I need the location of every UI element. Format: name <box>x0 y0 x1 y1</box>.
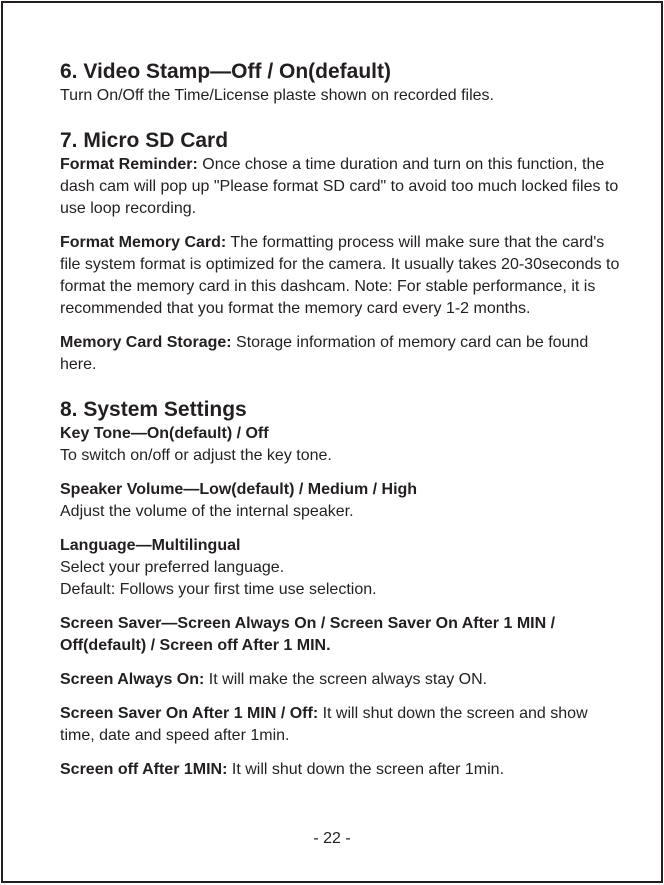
paragraph <box>60 332 620 376</box>
section-micro-sd-card <box>60 128 620 376</box>
paragraph-text: Storage information of memory card can be found here. <box>60 334 589 373</box>
setting-heading: Speaker Volume—Low(default) / Medium / High <box>60 481 418 498</box>
section-title: 6. Video Stamp—Off / On(default) <box>60 60 391 83</box>
section-system-settings <box>60 397 620 781</box>
setting-description: To switch on/off or adjust the key tone. <box>60 447 332 464</box>
manual-page <box>1 1 663 883</box>
section-title: 8. System Settings <box>60 398 247 421</box>
section-title: 7. Micro SD Card <box>60 129 229 152</box>
setting-block <box>60 423 620 467</box>
paragraph-label: Memory Card Storage: <box>60 334 232 351</box>
paragraph <box>60 703 620 747</box>
paragraph-text: It will shut down the screen after 1min. <box>227 761 505 778</box>
paragraph-label: Screen off After 1MIN: <box>60 761 228 778</box>
setting-heading: Language—Multilingual <box>60 537 241 554</box>
page-number: - 22 - <box>313 830 351 847</box>
paragraph <box>60 85 620 107</box>
paragraph-label: Format Memory Card: <box>60 234 227 251</box>
setting-heading: Key Tone—On(default) / Off <box>60 425 269 442</box>
paragraph <box>60 154 620 220</box>
paragraph-label: Format Reminder: <box>60 156 198 173</box>
setting-description: Select your preferred language. <box>60 559 285 576</box>
paragraph-label: Screen Saver On After 1 MIN / Off: <box>60 705 319 722</box>
paragraph-text: Turn On/Off the Time/License plaste shown on recorded files. <box>60 87 494 104</box>
setting-heading: Screen Saver—Screen Always On / Screen Saver On After 1 MIN / Off(default) / Screen off After 1 MIN. <box>60 615 556 654</box>
section-video-stamp <box>60 59 620 107</box>
paragraph-text: Once chose a time duration and turn on this function, the dash cam will pop up "Please format SD card" to avoid too much locked files to use loop recording. <box>60 156 619 217</box>
paragraph-text: It will shut down the screen and show time, date and speed after 1min. <box>60 705 588 744</box>
setting-block <box>60 535 620 601</box>
setting-block <box>60 613 620 657</box>
setting-block <box>60 479 620 523</box>
paragraph-text: The formatting process will make sure that the card's file system format is optimized for the camera. It usually takes 20-30seconds to format the memory card in this dashcam. Note: For stable performance, it is recommended that you format the memory card every 1-2 months. <box>60 234 620 317</box>
paragraph-label: Screen Always On: <box>60 671 205 688</box>
paragraph <box>60 759 620 781</box>
setting-description: Adjust the volume of the internal speaker. <box>60 503 354 520</box>
paragraph-text: It will make the screen always stay ON. <box>204 671 488 688</box>
page-content <box>60 59 620 781</box>
setting-description-default: Default: Follows your first time use selection. <box>60 581 377 598</box>
paragraph <box>60 669 620 691</box>
paragraph <box>60 232 620 320</box>
